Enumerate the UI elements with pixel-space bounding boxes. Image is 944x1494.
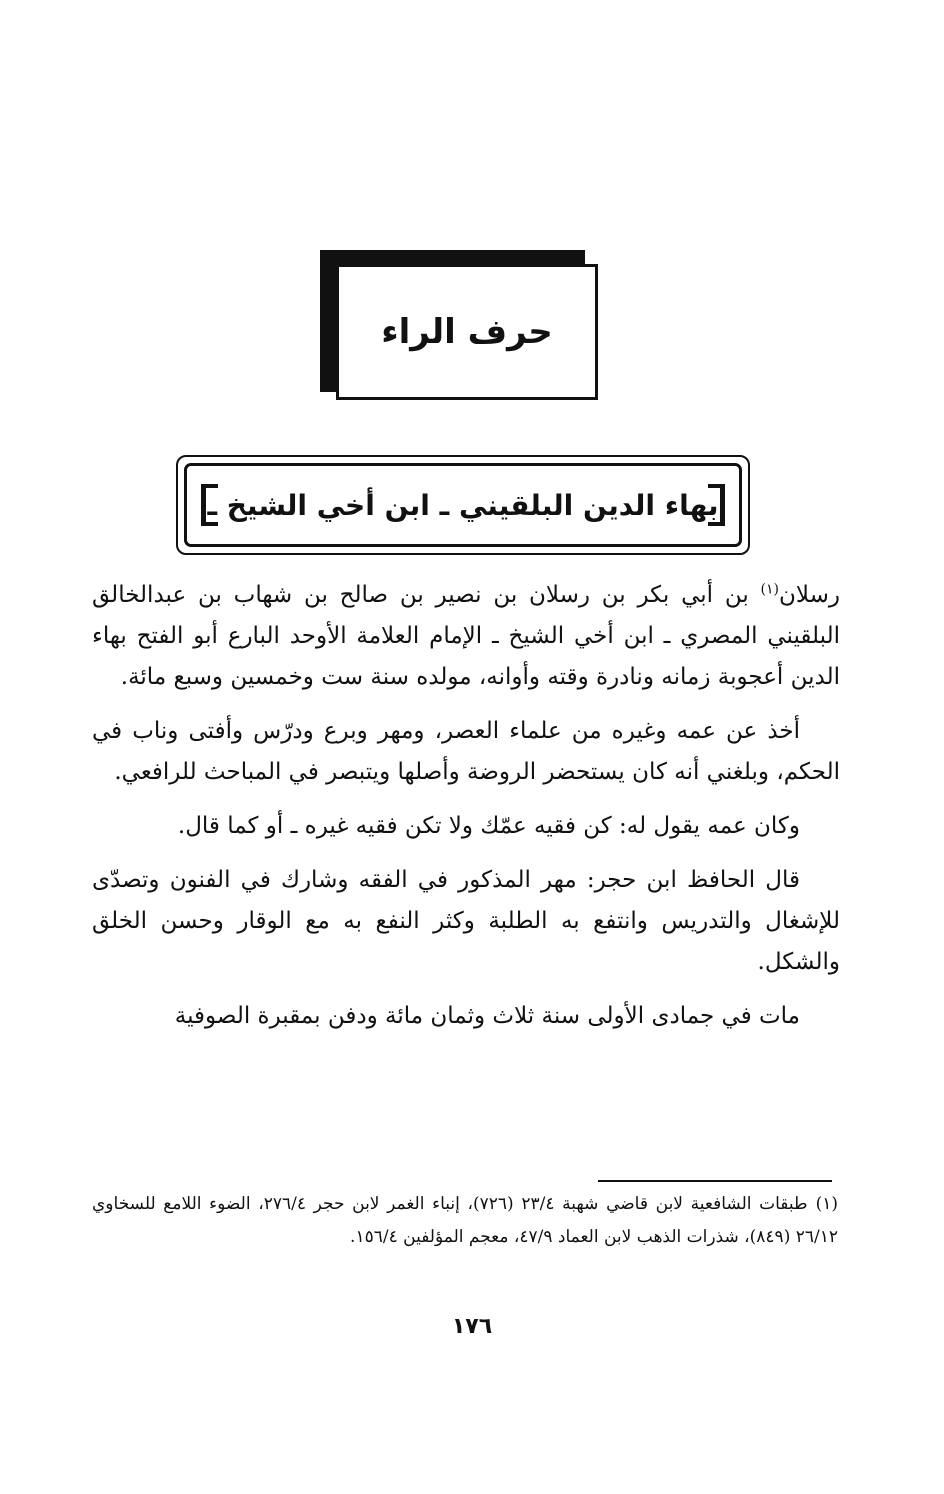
chapter-heading-frame: [336, 264, 598, 400]
paragraph-1: [92, 575, 840, 698]
page-number: ١٧٦: [451, 1314, 493, 1339]
paragraph-3: وكان عمه يقول له: كن فقيه عمّك ولا تكن فقيه غيره ـ أو كما قال.: [177, 813, 800, 839]
section-title: بهاء الدين البلقيني ـ ابن أخي الشيخ ـ: [207, 488, 719, 522]
paragraph-5: مات في جمادى الأولى سنة ثلاث وثمان مائة ودفن بمقبرة الصوفية: [174, 1003, 800, 1029]
chapter-heading-box: [320, 250, 605, 408]
paragraph-4: قال الحافظ ابن حجر: مهر المذكور في الفقه وشارك في الفنون وتصدّى للإشغال والتدريس وانتفع به الطلبة وكثر النفع به مع الوقار وحسن الخلق والشكل.: [92, 867, 840, 975]
footnote-divider: [598, 1180, 832, 1182]
footnote-text: طبقات الشافعية لابن قاضي شهبة ٢٣/٤ (٧٢٦)، إنباء الغمر لابن حجر ٢٧٦/٤، الضوء اللامع للسخاوي ٢٦/١٢ (٨٤٩)، شذرات الذهب لابن العماد ٤٧/٩، معجم المؤلفين ١٥٦/٤.: [92, 1194, 838, 1247]
main-text: [92, 575, 840, 1050]
chapter-title: حرف الراء: [381, 312, 553, 352]
section-heading-frame: [176, 455, 750, 555]
paragraph-1-rest: بن أبي بكر بن رسلان بن نصير بن صالح بن شهاب بن عبدالخالق البلقيني المصري ـ ابن أخي الشيخ ـ الإمام العلامة الأوحد البارع أبو الفتح بهاء الدين أعجوبة زمانه ونادرة وقته وأوانه، مولده سنة ست وخمسين وسبع مائة.: [92, 582, 840, 690]
paragraph-1-start: رسلان: [779, 582, 840, 608]
section-heading-inner-frame: [184, 463, 742, 547]
footnote: [92, 1188, 838, 1254]
paragraph-2: أخذ عن عمه وغيره من علماء العصر، ومهر وبرع ودرّس وأفتى وناب في الحكم، وبلغني أنه كان يستحضر الروضة وأصلها ويتبصر في المباحث للرافعي.: [92, 718, 840, 785]
footnote-reference: (١): [760, 581, 779, 598]
footnote-number: (١): [815, 1194, 838, 1214]
